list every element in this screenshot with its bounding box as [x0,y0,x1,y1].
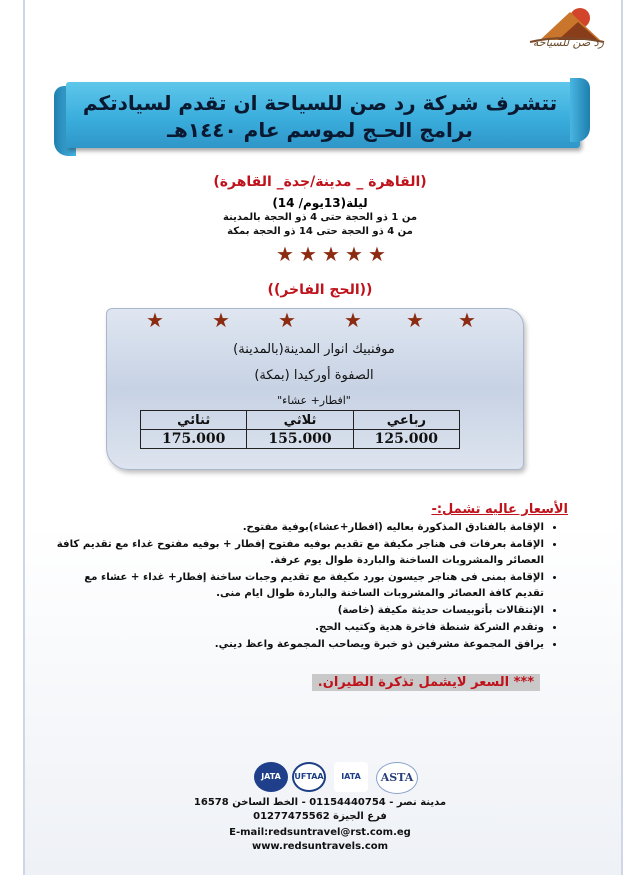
star-rating [276,244,388,268]
accreditation-badges [254,758,424,798]
list-item: • الإقامة بعرفات فى هناجر مكيفة مع تقديم بوفيه مفتوح إفطار + بوفيه مفتوح غداء مع تقديم كافة العصائر والمشروبات الساخنة والباردة طوال يوم عرفة. [54,537,544,569]
list-item: • الإنتقالات بأتوبيسات حديثة مكيفة (خاصة) [54,603,544,619]
star-icon: ★ [344,308,362,332]
includes-title: الأسعار عاليه تشمل:- [431,502,568,517]
uftaa-logo-icon: UFTAA [292,762,326,792]
star-icon: ★ [146,308,164,332]
program-makkah-dates: من 4 ذو الحجة حتى 14 ذو الحجة بمكة [227,226,413,237]
hotel-meals: "افطار+ عشاء" [277,394,351,407]
star-icon: ★ [458,308,476,332]
star-icon: ★ [322,242,340,266]
price-header-triple: ثلاثي [247,411,353,430]
program-route: (القاهرة _ مدينة/جدة_ القاهرة) [213,174,427,190]
hotel-madinah: موفنبيك انوار المدينة(بالمدينة) [233,342,395,357]
star-icon: ★ [406,308,424,332]
star-icon: ★ [276,242,294,266]
star-icon: ★ [368,242,386,266]
price-value-quad: 125.000 [353,430,459,449]
program-category: ((الحج الفاخر)) [267,282,373,298]
star-icon: ★ [278,308,296,332]
list-item: • الإقامة بالفنادق المذكورة بعاليه (افطار+عشاء)بوفية مفتوح. [54,520,544,536]
contact-website: www.redsuntravels.com [251,841,389,852]
star-icon: ★ [345,242,363,266]
contact-giza-branch: فرع الجيزة 01277475562 [253,811,387,822]
list-item: • الإقامة بمنى فى هناجر جيسون بورد مكيفة مع تقديم وجبات ساخنة إفطار+ غداء + عشاء مع تقديم كافة العصائر والمشروبات الساخنة والباردة طوال ايام منى. [54,570,544,602]
price-header-quad: رباعي [353,411,459,430]
star-icon: ★ [212,308,230,332]
price-table-value-row [141,430,460,449]
banner-title-line1: تتشرف شركة رد صن للسياحة ان تقدم لسيادتكم [82,91,558,115]
iata-logo-icon: IATA [334,762,368,792]
banner-title-line2: برامج الحـج لموسم عام ١٤٤٠هـ [167,118,473,142]
price-header-double: ثنائي [141,411,247,430]
list-item: • وتقدم الشركة شنطة فاخرة هدية وكتيب الحج. [54,620,544,636]
banner-curl-right [570,78,590,142]
program-madinah-dates: من 1 ذو الحجة حتى 4 ذو الحجة بالمدينة [222,212,418,223]
price-value-triple: 155.000 [247,430,353,449]
program-duration: ليلة(13يوم/ 14) [272,196,368,210]
company-logo-text: رد صن للسياحة [532,36,604,49]
contact-email: E-mail:redsuntravel@rst.com.eg [229,827,411,838]
title-banner [50,78,590,156]
price-table [140,410,460,449]
includes-list [54,520,560,654]
jata-logo-icon: JATA [254,762,288,792]
hotel-makkah: الصفوة أوركيدا (بمكة) [254,368,374,383]
star-icon: ★ [299,242,317,266]
price-value-double: 175.000 [141,430,247,449]
contact-phones: مدينة نصر - 01154440754 - الخط الساخن 16578 [193,797,447,808]
asta-logo-icon: ASTA [376,762,418,794]
list-item: • يرافق المجموعة مشرفين ذو خبرة ويصاحب المجموعة واعظ ديني. [54,637,544,653]
price-table-header-row [141,411,460,430]
price-note: *** السعر لايشمل تذكرة الطيران. [312,674,540,691]
